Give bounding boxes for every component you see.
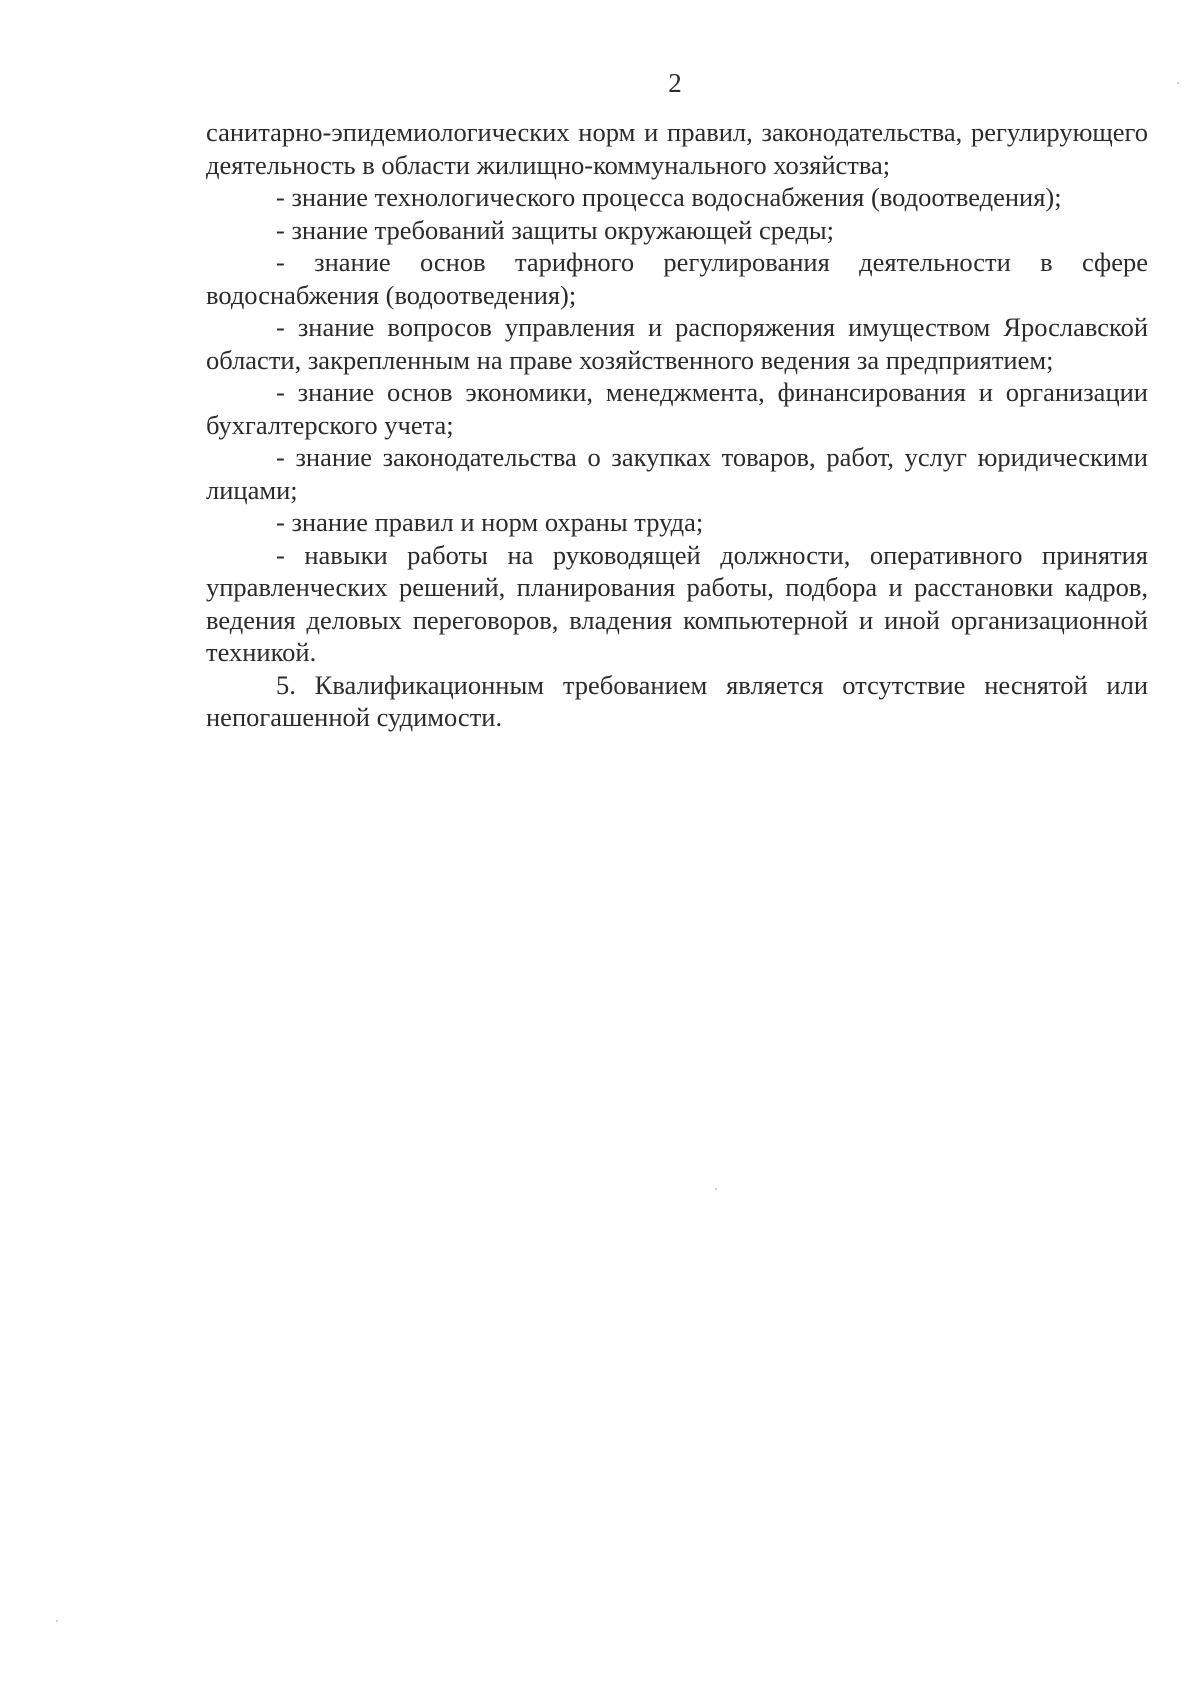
paragraph-management-skills: - навыки работы на руководящей должности, оперативного принятия управленческих решений, планирования работы, подбора и расстановки кадров, ведения деловых переговоров, владения компьютерной и иной организационной техникой. <box>206 539 1148 667</box>
scan-speck <box>715 1188 717 1190</box>
paragraph-water-supply-process: - знание технологического процесса водоснабжения (водоотведения); <box>276 182 1062 212</box>
paragraph-qualification-requirement: 5. Квалификационным требованием является отсутствие неснятой или непогашенной судимости. <box>206 669 1148 732</box>
page-number: 2 <box>668 68 682 98</box>
paragraph-tariff-regulation: - знание основ тарифного регулирования деятельности в сфере водоснабжения (водоотведения); <box>206 247 1148 310</box>
paragraph-property-management: - знание вопросов управления и распоряжения имуществом Ярославской области, закрепленным на праве хозяйственного ведения за предприятием; <box>206 312 1148 375</box>
document-body <box>206 116 1148 734</box>
paragraph-sanitary-norms: санитарно-эпидемиологических норм и правил, законодательства, регулирующего деятельность в области жилищно-коммунального хозяйства; <box>206 117 1148 180</box>
paragraph-economics-accounting: - знание основ экономики, менеджмента, финансирования и организации бухгалтерского учета; <box>206 377 1148 440</box>
paragraph-labor-safety: - знание правил и норм охраны труда; <box>276 507 704 537</box>
scan-speck <box>56 1620 58 1622</box>
paragraph-procurement-law: - знание законодательства о закупках товаров, работ, услуг юридическими лицами; <box>206 442 1148 505</box>
scan-speck <box>1177 82 1179 84</box>
paragraph-environment-protection: - знание требований защиты окружающей среды; <box>276 214 835 245</box>
